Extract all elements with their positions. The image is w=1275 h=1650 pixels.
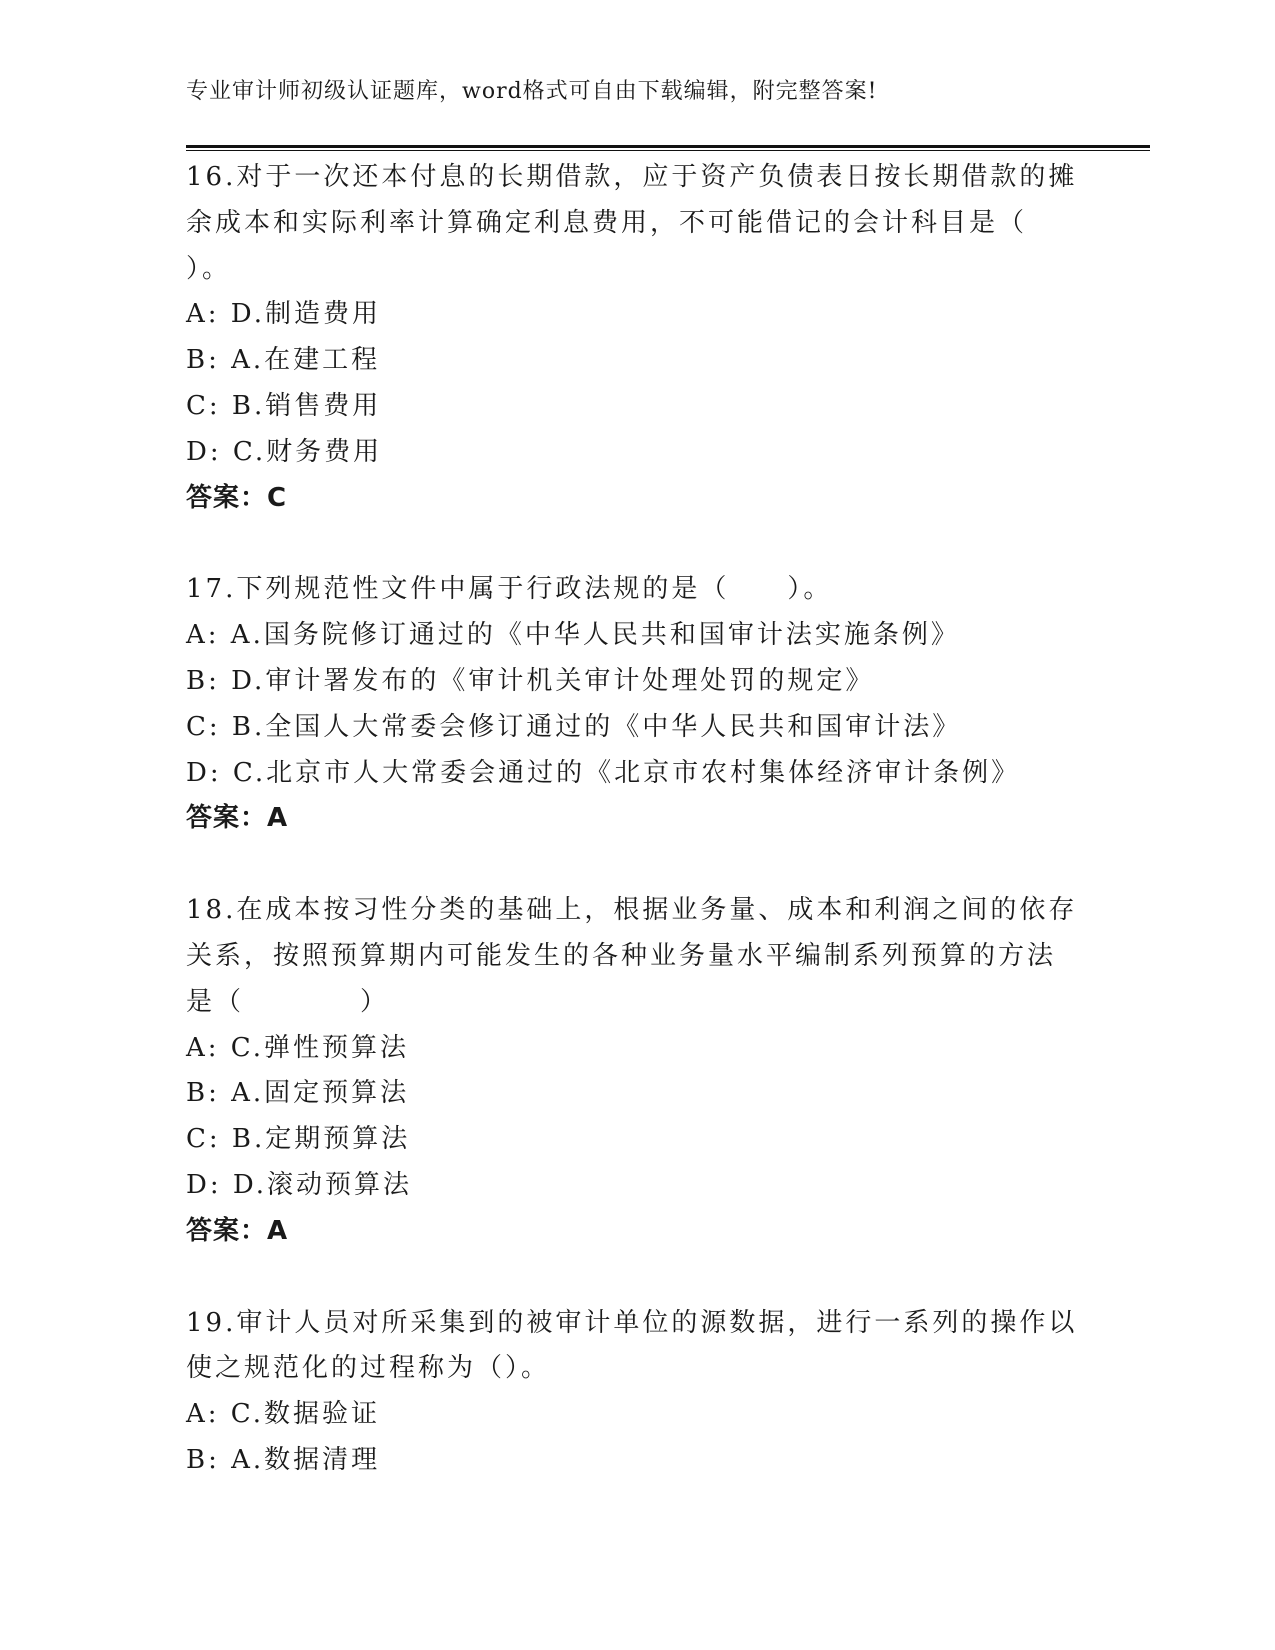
question-16	[186, 155, 1086, 521]
question-stem-line: 关系，按照预算期内可能发生的各种业务量水平编制系列预算的方法	[186, 940, 1057, 971]
question-stem-line: 17.下列规范性文件中属于行政法规的是（ ）。	[186, 574, 833, 605]
option-a: A: D.制造费用	[186, 299, 381, 330]
option-d: D: C.财务费用	[186, 436, 383, 467]
answer-label: 答案：C	[186, 482, 288, 513]
answer-label: 答案：A	[186, 803, 289, 834]
option-b: B: A.在建工程	[186, 345, 381, 376]
option-a: A: C.弹性预算法	[186, 1032, 410, 1063]
option-a: A: C.数据验证	[186, 1399, 381, 1430]
option-b: B: A.数据清理	[186, 1444, 381, 1475]
option-a: A: A.国务院修订通过的《中华人民共和国审计法实施条例》	[186, 620, 960, 651]
question-list	[186, 155, 1086, 1530]
question-stem-line: 是（ ）	[186, 986, 390, 1017]
option-b: B: A.固定预算法	[186, 1078, 410, 1109]
answer-label: 答案：A	[186, 1215, 289, 1246]
question-stem-line: 使之规范化的过程称为（）。	[186, 1353, 551, 1384]
question-17	[186, 567, 1086, 842]
question-stem-line: 18.在成本按习性分类的基础上，根据业务量、成本和利润之间的依存	[186, 895, 1078, 926]
page-header: 专业审计师初级认证题库，word格式可自由下载编辑，附完整答案!	[186, 79, 878, 104]
question-19	[186, 1301, 1086, 1484]
header-divider-thin	[186, 150, 1150, 151]
option-c: C: B.销售费用	[186, 390, 382, 421]
option-c: C: B.全国人大常委会修订通过的《中华人民共和国审计法》	[186, 711, 962, 742]
question-stem-line: 16.对于一次还本付息的长期借款，应于资产负债表日按长期借款的摊	[186, 162, 1078, 192]
header-divider-thick	[186, 145, 1150, 148]
option-c: C: B.定期预算法	[186, 1124, 411, 1155]
option-d: D: C.北京市人大常委会通过的《北京市农村集体经济审计条例》	[186, 757, 1021, 788]
option-b: B: D.审计署发布的《审计机关审计处理处罚的规定》	[186, 665, 875, 696]
question-stem-line: 19.审计人员对所采集到的被审计单位的源数据，进行一系列的操作以	[186, 1307, 1078, 1338]
question-stem-line: 余成本和实际利率计算确定利息费用，不可能借记的会计科目是（	[186, 207, 1028, 238]
question-stem-line: ）。	[186, 253, 232, 284]
option-d: D: D.滚动预算法	[186, 1169, 413, 1200]
question-18	[186, 888, 1086, 1254]
